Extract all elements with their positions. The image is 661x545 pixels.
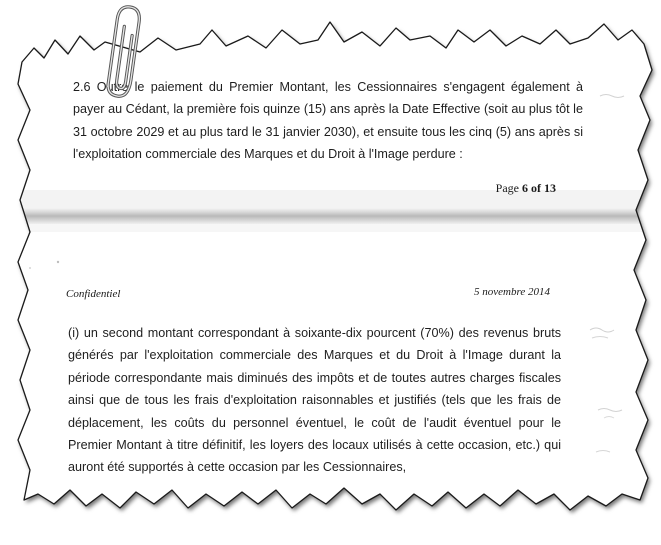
document-date: 5 novembre 2014 [474,286,550,298]
clause-2-6-paragraph: 2.6 Outre le paiement du Premier Montant, les Cessionnaires s'engagent également à payer au Cédant, la première fois quinze (15) ans après la Date Effective (soit au plus tôt le 31 octobre 2029 et au plus tard le 31 janvier 2030), et ensuite tous les cinq (5) ans après si l'exploitation commerciale des Marques et du Droit à l'Image perdure : [73,80,583,162]
confidential-header: Confidentiel [66,288,121,300]
page-of: of [531,181,541,195]
clause-i-paragraph: (i) un second montant correspondant à soixante-dix pourcent (70%) des revenus bruts générés par l'exploitation commerciale des Marques et du Droit à l'Image durant la période correspondante mais diminués des impôts et de toutes autres charges fiscales ainsi que de tous les frais d'exploitation raisonnables et justifiés (tels que les frais de déplacement, les coûts du personnel éventuel, le coût de l'audit éventuel pour le Premier Montant à titre définitif, les loyers des locaux utilisés à cette occasion, etc.) qui auront été supportés à cette occasion par les Cessionnaires, [68,326,561,475]
page-label: Page [495,181,519,195]
page-current: 6 [522,181,528,195]
page-total: 13 [544,181,556,195]
page-number [440,181,556,196]
